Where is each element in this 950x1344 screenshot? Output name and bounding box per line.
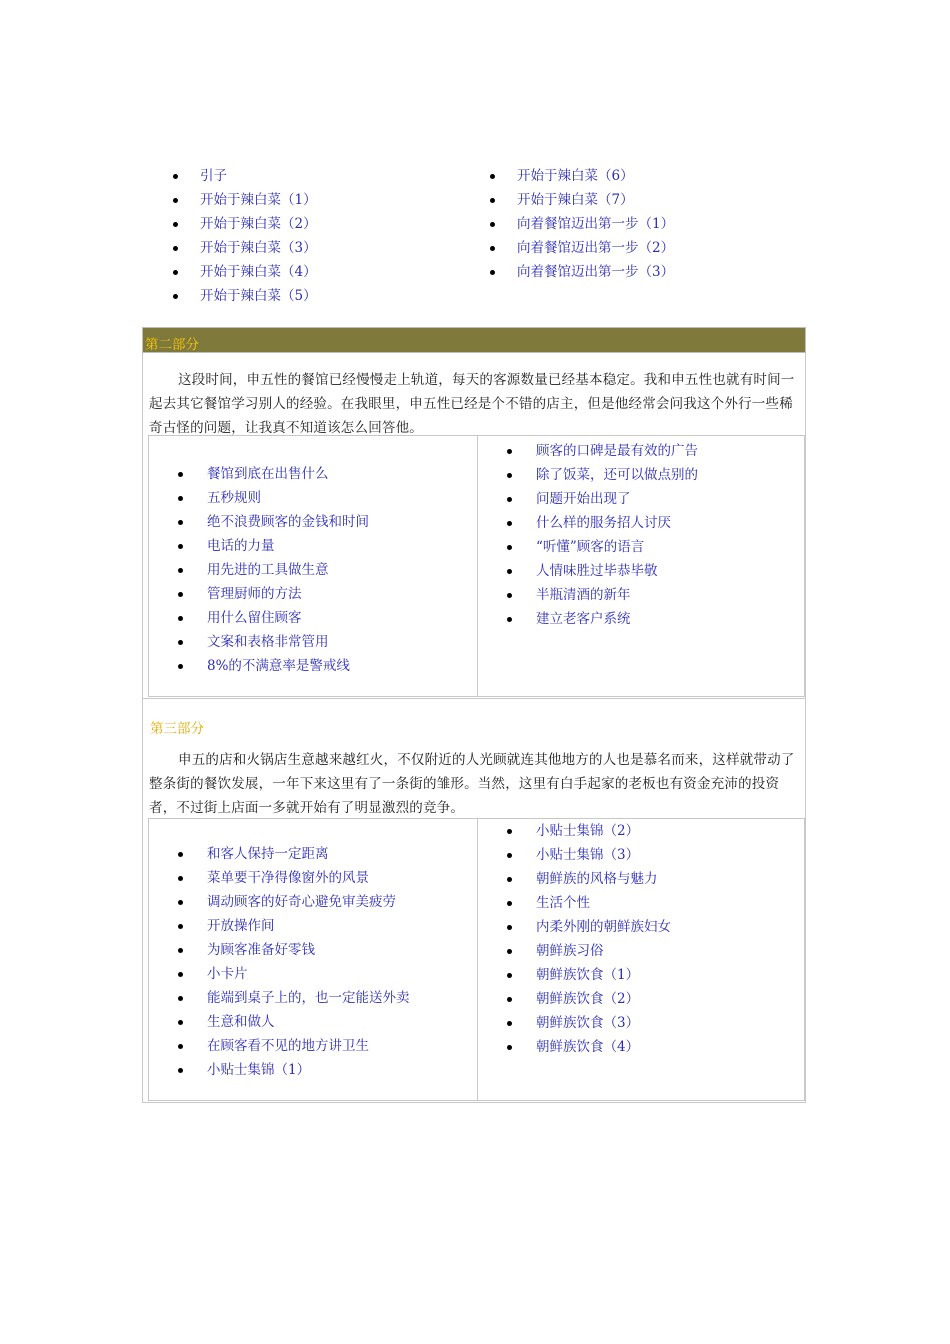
article-link[interactable]: 用什么留住顾客	[207, 610, 302, 626]
list-item[interactable]	[177, 510, 369, 534]
article-link[interactable]: 调动顾客的好奇心避免审美疲劳	[207, 894, 396, 910]
index-list-right	[487, 164, 674, 284]
article-link[interactable]: 和客人保持一定距离	[207, 846, 329, 862]
list-item[interactable]	[506, 559, 698, 583]
article-link[interactable]: 在顾客看不见的地方讲卫生	[207, 1038, 369, 1054]
list-item[interactable]	[177, 558, 369, 582]
article-link[interactable]: 朝鲜族饮食（4）	[536, 1039, 640, 1055]
list-item[interactable]	[177, 654, 369, 678]
article-link[interactable]: 绝不浪费顾客的金钱和时间	[207, 514, 369, 530]
article-link[interactable]: 五秒规则	[207, 490, 261, 506]
article-link[interactable]: 朝鲜族饮食（1）	[536, 967, 640, 983]
list-item[interactable]	[506, 939, 671, 963]
section-paragraph: 这段时间，申五性的餐馆已经慢慢走上轨道，每天的客源数量已经基本稳定。我和申五性也就有时间一起去其它餐馆学习别人的经验。在我眼里，申五性已经是个不错的店主，但是他经常会问我这个外行一些稀奇古怪的问题，让我真不知道该怎么回答他。	[149, 372, 795, 436]
list-item[interactable]	[487, 236, 674, 260]
links-list	[506, 819, 671, 1059]
article-link[interactable]: 朝鲜族习俗	[536, 943, 604, 959]
list-item[interactable]	[177, 582, 369, 606]
index-link[interactable]: 引子	[200, 168, 227, 184]
list-item[interactable]	[506, 987, 671, 1011]
article-link[interactable]: 生意和做人	[207, 1014, 275, 1030]
links-list	[177, 462, 369, 678]
article-link[interactable]: 建立老客户系统	[536, 611, 631, 627]
list-item[interactable]	[177, 606, 369, 630]
index-link[interactable]: 开始于辣白菜（4）	[200, 264, 317, 280]
list-item[interactable]	[487, 164, 674, 188]
list-item[interactable]	[177, 866, 410, 890]
article-link[interactable]: 文案和表格非常管用	[207, 634, 329, 650]
article-link[interactable]: 电话的力量	[207, 538, 275, 554]
article-link[interactable]: 菜单要干净得像窗外的风景	[207, 870, 369, 886]
list-item[interactable]	[506, 607, 698, 631]
list-item[interactable]	[177, 986, 410, 1010]
article-link[interactable]: 朝鲜族饮食（2）	[536, 991, 640, 1007]
index-link[interactable]: 向着餐馆迈出第一步（3）	[517, 264, 675, 280]
article-link[interactable]: 8%的不满意率是警戒线	[207, 658, 350, 674]
list-item[interactable]	[170, 260, 317, 284]
list-item[interactable]	[506, 915, 671, 939]
index-link[interactable]: 开始于辣白菜（1）	[200, 192, 317, 208]
article-link[interactable]: 餐馆到底在出售什么	[207, 466, 329, 482]
index-link[interactable]: 开始于辣白菜（5）	[200, 288, 317, 304]
links-cell-right	[477, 435, 805, 697]
list-item[interactable]	[506, 487, 698, 511]
links-cell-left	[148, 435, 478, 697]
list-item[interactable]	[506, 535, 698, 559]
section-paragraph: 申五的店和火锅店生意越来越红火，不仅附近的人光顾就连其他地方的人也是慕名而来，这样就带动了整条街的餐饮发展，一年下来这里有了一条街的雏形。当然，这里有白手起家的老板也有资金充沛的投资者，不过街上店面一多就开始有了明显激烈的竞争。	[149, 752, 795, 816]
article-link[interactable]: 用先进的工具做生意	[207, 562, 329, 578]
list-item[interactable]	[170, 212, 317, 236]
list-item[interactable]	[506, 843, 671, 867]
article-link[interactable]: 什么样的服务招人讨厌	[536, 515, 671, 531]
list-item[interactable]	[506, 891, 671, 915]
article-link[interactable]: 管理厨师的方法	[207, 586, 302, 602]
links-list	[506, 439, 698, 631]
index-link[interactable]: 向着餐馆迈出第一步（1）	[517, 216, 675, 232]
list-item[interactable]	[177, 1010, 410, 1034]
links-cell-left	[148, 818, 478, 1101]
index-list-left	[170, 164, 317, 308]
list-item[interactable]	[177, 1034, 410, 1058]
section-header-part2	[142, 327, 806, 353]
article-link[interactable]: 除了饭菜，还可以做点别的	[536, 467, 698, 483]
article-link[interactable]: 小贴士集锦（2）	[536, 823, 640, 839]
list-item[interactable]	[487, 260, 674, 284]
article-link[interactable]: 顾客的口碑是最有效的广告	[536, 443, 698, 459]
index-link[interactable]: 向着餐馆迈出第一步（2）	[517, 240, 675, 256]
list-item[interactable]	[506, 1011, 671, 1035]
article-link[interactable]: 小贴士集锦（3）	[536, 847, 640, 863]
links-list	[177, 842, 410, 1082]
list-item[interactable]	[170, 236, 317, 260]
list-item[interactable]	[177, 1058, 410, 1082]
article-link[interactable]: 朝鲜族饮食（3）	[536, 1015, 640, 1031]
list-item[interactable]	[170, 284, 317, 308]
article-link[interactable]: 问题开始出现了	[536, 491, 631, 507]
list-item[interactable]	[170, 164, 317, 188]
list-item[interactable]	[177, 630, 369, 654]
list-item[interactable]	[506, 463, 698, 487]
list-item[interactable]	[506, 439, 698, 463]
list-item[interactable]	[177, 914, 410, 938]
index-link[interactable]: 开始于辣白菜（2）	[200, 216, 317, 232]
index-link[interactable]: 开始于辣白菜（3）	[200, 240, 317, 256]
list-item[interactable]	[506, 963, 671, 987]
list-item[interactable]	[177, 938, 410, 962]
index-link[interactable]: 开始于辣白菜（7）	[517, 192, 634, 208]
list-item[interactable]	[177, 890, 410, 914]
article-link[interactable]: 小卡片	[207, 966, 248, 982]
index-link[interactable]: 开始于辣白菜（6）	[517, 168, 634, 184]
section-title: 第三部分	[150, 721, 204, 737]
list-item[interactable]	[487, 188, 674, 212]
list-item[interactable]	[506, 511, 698, 535]
article-link[interactable]: 开放操作间	[207, 918, 275, 934]
article-link[interactable]: 为顾客准备好零钱	[207, 942, 315, 958]
list-item[interactable]	[506, 819, 671, 843]
section-header-part3	[142, 698, 806, 737]
article-link[interactable]: “听懂”顾客的语言	[536, 539, 645, 555]
list-item[interactable]	[487, 212, 674, 236]
list-item[interactable]	[170, 188, 317, 212]
article-link[interactable]: 能端到桌子上的，也一定能送外卖	[207, 990, 410, 1006]
list-item[interactable]	[177, 534, 369, 558]
article-link[interactable]: 生活个性	[536, 895, 590, 911]
article-link[interactable]: 半瓶清酒的新年	[536, 587, 631, 603]
links-cell-right	[477, 818, 805, 1101]
article-link[interactable]: 内柔外刚的朝鲜族妇女	[536, 919, 671, 935]
article-link[interactable]: 人情味胜过毕恭毕敬	[536, 563, 658, 579]
list-item[interactable]	[177, 962, 410, 986]
list-item[interactable]	[177, 462, 369, 486]
list-item[interactable]	[506, 1035, 671, 1059]
article-link[interactable]: 朝鲜族的风格与魅力	[536, 871, 658, 887]
list-item[interactable]	[506, 867, 671, 891]
list-item[interactable]	[177, 486, 369, 510]
section-title: 第二部分	[145, 337, 199, 353]
list-item[interactable]	[177, 842, 410, 866]
list-item[interactable]	[506, 583, 698, 607]
article-link[interactable]: 小贴士集锦（1）	[207, 1062, 311, 1078]
